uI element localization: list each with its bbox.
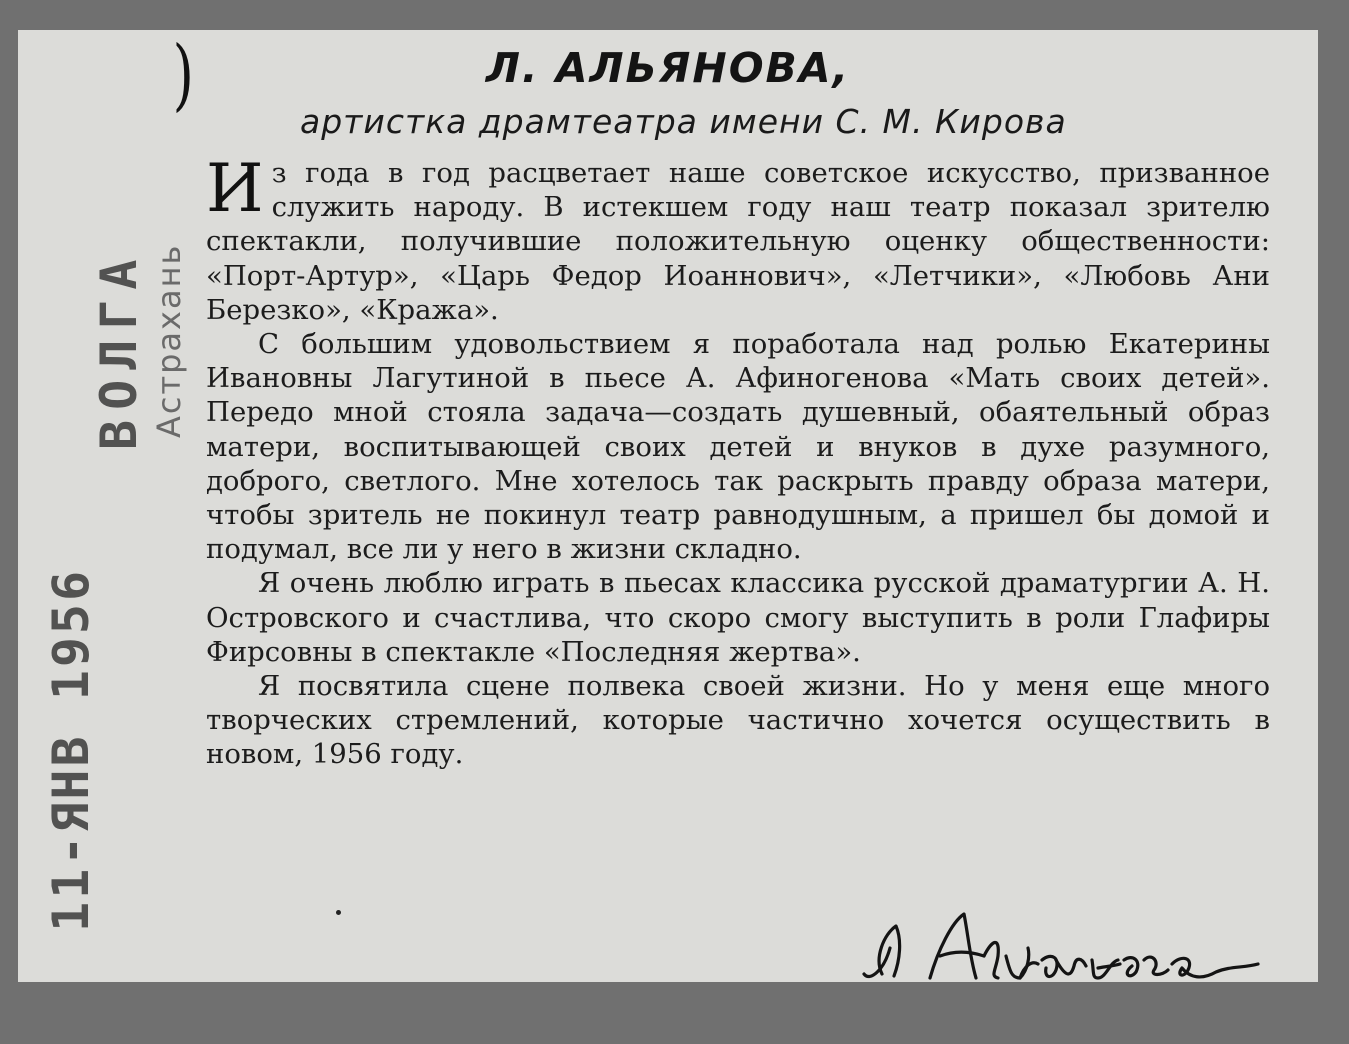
- article-paragraph: [206, 150, 1270, 327]
- article-body: [206, 150, 1270, 772]
- article-paragraph: Я очень люблю играть в пьесах классика русской драматургии А. Н. Островского и счастлива, что скоро смогу выступить в роли Глафиры Фирсовны в спектакле «Последняя жертва».: [206, 567, 1270, 668]
- newspaper-clipping: [18, 30, 1318, 982]
- article-paragraph: Я посвятила сцене полвека своей жизни. Но у меня еще много творческих стремлений, которые частично хочется осуществить в новом, 1956 году.: [206, 670, 1270, 771]
- paragraph-text: з года в год расцветает наше советское искусство, призванное служить народу. В истекшем году наш театр показал зрителю спектакли, получившие положительную оценку общественности: «Порт-Артур», «Царь Федор Иоаннович», «Летчики», «Любовь Ани Березко», «Кража».: [206, 157, 1270, 326]
- ink-dot: [336, 910, 341, 915]
- article-paragraph: С большим удовольствием я поработала над ролью Екатерины Ивановны Лагутиной в пьесе А. Афиногенова «Мать своих детей». Передо мной стояла задача—создать душевный, обаятельный образ матери, воспитывающей своих детей и внуков в духе разумного, доброго, светлого. Мне хотелось так раскрыть правду образа матери, чтобы зритель не покинул театр равнодушным, а пришел бы домой и подумал, все ли у него в жизни складно.: [206, 328, 1270, 566]
- author-subtitle: артистка драмтеатра имени С. М. Кирова: [300, 102, 1067, 141]
- drop-cap: И: [206, 150, 264, 227]
- handwritten-signature: [860, 900, 1280, 982]
- author-name: Л. АЛЬЯНОВА,: [485, 44, 851, 92]
- stamp-city: Астрахань: [150, 243, 188, 438]
- stamp-date: 11-ЯНВ 1956: [42, 567, 100, 932]
- bracket-mark: ): [172, 30, 194, 120]
- stamp-newspaper-name: ВОЛГА: [90, 249, 148, 450]
